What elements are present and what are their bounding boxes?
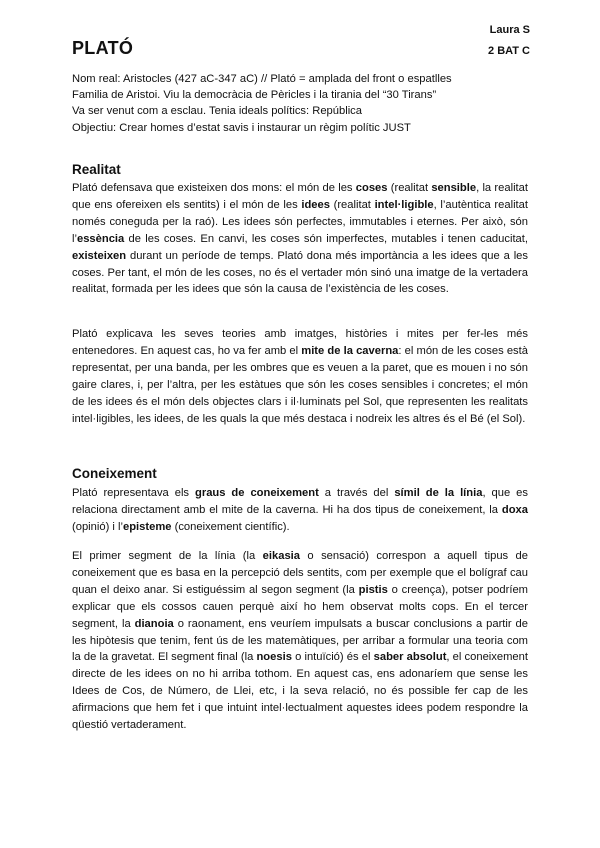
bold-term: pistis	[358, 583, 388, 596]
bold-term: graus de coneixement	[195, 487, 319, 499]
text-run: o raonament, ens veuríem impulsats a buscar conclusions a partir de les hipòtesis que tenim, fent ús de les matemàtiques, per arribar a formular una teoria com la de la gravetat. El segment final (la	[72, 617, 528, 664]
text-run: Plató defensava que existeixen dos mons: el món de les	[72, 182, 356, 194]
page-title: PLATÓ	[72, 38, 134, 58]
text-run: El primer segment de la línia (la	[72, 550, 263, 562]
bold-term: coses	[355, 182, 388, 194]
bold-term: eikasia	[262, 550, 300, 562]
text-run: (coneixement científic).	[171, 520, 290, 533]
text-run: Plató explicava les seves teories amb imatges, històries i mites per fer-les més entenedores. En aquest cas, ho va fer amb el	[72, 328, 528, 357]
intro-line: Va ser venut com a esclau. Tenia ideals polítics: República	[72, 105, 362, 118]
author-name: Laura S	[489, 24, 530, 36]
text-run: (realitat	[329, 198, 375, 211]
text-run: Plató representava els	[72, 487, 195, 499]
text-run: , el coneixement directe de les idees on no hi arriba tothom. En aquest cas, ens adonaríem que sense les Idees de Cos, de Número, de Llei, etc, i la seva relació, no és possible fer cap de les afirmacions que hem fet i que intuint intel·lectualment aquestes idees podem respondre la qüestió vertaderament.	[72, 651, 528, 732]
text-run: , l’autèntica realitat només coneguda per la raó). Les idees són perfectes, immutables i eternes. Per això, són l’	[72, 198, 528, 245]
bold-term: doxa	[501, 503, 528, 516]
intro-block	[72, 71, 532, 136]
paragraph-realitat-2	[72, 326, 528, 427]
bold-term: essència	[76, 232, 125, 245]
bold-term: símil de la línia	[394, 487, 483, 499]
text-run: durant un període de temps. Plató dona més importància a les idees que a les coses. Per tant, el món de les coses, no és el vertader món sinó una imatge de la vertadera realitat, formada per les idees que són la causa de l’existència de les coses.	[72, 249, 528, 296]
intro-line: Nom real: Aristocles (427 aC-347 aC) // Plató = amplada del front o espatlles	[72, 73, 452, 85]
paragraph-coneixement-1	[72, 485, 528, 536]
bold-term: saber absolut	[373, 651, 447, 664]
bold-term: sensible	[431, 182, 477, 194]
paragraph-coneixement-2	[72, 548, 528, 734]
paragraph-realitat-1	[72, 180, 528, 298]
intro-line: Objectiu: Crear homes d’estat savis i instaurar un règim polític JUST	[72, 121, 411, 134]
class-label: 2 BAT C	[488, 45, 530, 57]
section-heading-coneixement: Coneixement	[72, 466, 157, 481]
text-run: o creença), potser podríem explicar que els cossos cauen perquè així ho hem observat molts cops. En el tercer segment, la	[72, 583, 528, 630]
section-heading-realitat: Realitat	[72, 162, 121, 177]
text-run: , la realitat que ens ofereixen els sentits) i el món de les	[72, 182, 528, 211]
bold-term: dianoia	[134, 617, 174, 630]
bold-term: mite de la caverna	[301, 344, 399, 357]
text-run: (opinió) i l’	[72, 520, 123, 533]
text-run: o intuïció) és el	[291, 651, 374, 664]
bold-term: noesis	[256, 651, 292, 664]
intro-line: Familia de Aristoi. Viu la democràcia de Pèricles i la tirania del “30 Tirans”	[72, 89, 437, 102]
bold-term: existeixen	[72, 249, 127, 262]
text-run: o sensació) correspon a aquell tipus de coneixement que es basa en la percepció dels sentits, com per exemple que el bolígraf cau quan el deixo anar. Si estiguéssim al segon segment (la	[72, 550, 529, 596]
text-run: a través del	[318, 487, 395, 499]
bold-term: idees	[301, 198, 330, 211]
text-run: , que es relaciona directament amb el mite de la caverna. Hi ha dos tipus de coneixement, la	[72, 487, 528, 516]
text-run: : el món de les coses està representat, per una banda, per les ombres que es veuen a la paret, que es mouen i no són gaire clares, i, per l’altra, per les estàtues que són les coses sensibles i concretes; el món de les idees és el món dels objectes clars i il·luminats pel Sol, que representen les realitats intel·ligibles, les idees, de les quals la que més destaca i nodreix les altres és el Bé (el Sol).	[72, 344, 528, 425]
bold-term: intel·ligible	[374, 198, 434, 211]
bold-term: episteme	[122, 520, 172, 533]
text-run: (realitat	[387, 182, 432, 194]
text-run: de les coses. En canvi, les coses són imperfectes, mutables i tenen caducitat,	[124, 232, 528, 245]
